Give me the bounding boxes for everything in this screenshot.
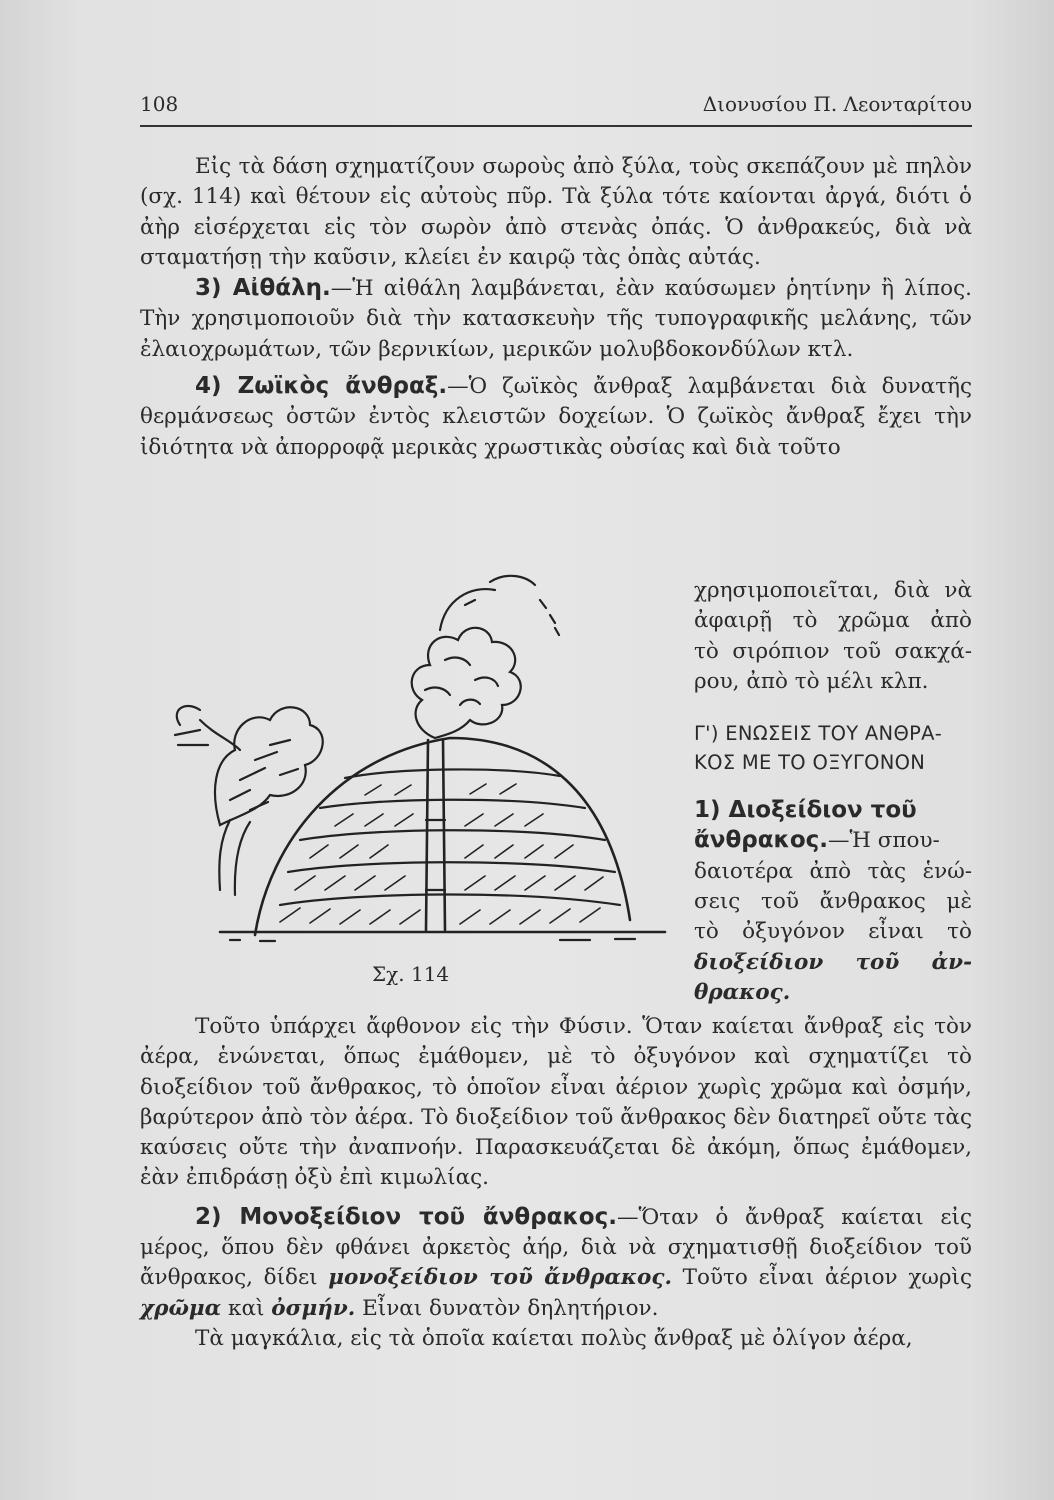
page-number: 108 — [140, 92, 179, 116]
smoke-drawing — [412, 576, 559, 738]
co2-italic-line: θρακος. — [694, 979, 791, 1005]
figure-caption: Σχ. 114 — [372, 962, 450, 986]
paragraph-braziers: Τὰ μαγκάλια, εἰς τὰ ὁποῖα καίεται πολὺς ἄνθραξ μὲ ὀλίγον ἀέρα, — [195, 1325, 913, 1351]
side-line: ρου, ἀπὸ τὸ μέλι κλπ. — [694, 668, 929, 694]
paragraph-soot — [140, 273, 972, 365]
heading-co2-b: ἄνθρακος. — [694, 827, 829, 854]
animal-charcoal-text: —Ὁ ζωϊκὸς ἄνθραξ λαμβάνεται διὰ δυνατῆς θερμάνσεως ὀστῶν ἐντὸς κλειστῶν δοχείων. Ὁ ζωϊκὸς ἄνθραξ ἔχει τὴν ἰδιότητα νὰ ἀπορροφᾷ μερικὰς χρωστικὰς οὐσίας καὶ διὰ τοῦτο — [140, 374, 973, 460]
heading-animal-charcoal: 4) Ζωϊκὸς ἄνθραξ. — [195, 373, 448, 400]
side-line: χρησιμοποιεῖται, διὰ νὰ — [694, 578, 972, 603]
soot-text: —Ἡ αἰθάλη λαμβάνεται, ἐὰν καύσωμεν ῥητίνην ἢ λίπος. Τὴν χρησιμοποιοῦν διὰ τὴν κατασκευὴν τῆς τυπογραφικῆς μελάνης, τῶν ἐλαιοχρωμάτων, τῶν βερνικίων, μερικῶν μολυβδοκονδύλων κτλ. — [140, 276, 972, 362]
section-title-line: ΚΟΣ ΜΕ ΤΟ ΟΞΥΓΟΝΟΝ — [694, 751, 926, 775]
header-rule — [140, 125, 972, 127]
heading-co: 2) Μονοξείδιον τοῦ ἄνθρακος. — [195, 1203, 617, 1230]
side-line: ἀφαιρῇ τὸ χρῶμα ἀπὸ — [694, 608, 972, 634]
paragraph-animal-charcoal — [140, 371, 972, 463]
co2-line: τὸ ὀξυγόνον εἶναι τὸ — [694, 919, 972, 945]
tree-drawing — [175, 706, 323, 895]
section-title — [694, 719, 972, 777]
co2-line: δαιοτέρα ἀπὸ τὰς ἑνώ- — [694, 858, 972, 884]
heading-co2-a: 1) Διοξείδιον τοῦ — [694, 797, 917, 824]
co2-italic-line: διοξείδιον τοῦ ἀν- — [694, 949, 972, 975]
upper-text-block — [140, 152, 972, 463]
side-column — [694, 576, 972, 1008]
co-italic: χρῶμα — [140, 1295, 222, 1321]
co-italic: μονοξείδιον τοῦ ἄνθρακος. — [328, 1265, 672, 1291]
co-text: Εἶναι δυνατὸν δηλητήριον. — [355, 1295, 659, 1321]
co-text: Τοῦτο εἶναι ἀέριον χωρὶς — [671, 1265, 973, 1291]
heading-soot: 3) Αἰθάλη. — [195, 275, 331, 302]
lower-text-block — [140, 1012, 972, 1354]
co-text: —Ὅταν ὁ ἄνθραξ καίεται εἰς μέρος, ὅπου δὲν φθάνει ἀρκετὸς ἀήρ, διὰ νὰ σχηματισθῇ διοξείδιον τοῦ ἄνθρακος, δίδει — [140, 1204, 973, 1291]
running-header-author: Διονυσίου Π. Λεονταρίτου — [702, 92, 972, 116]
paragraph-co2-nature: Τοῦτο ὑπάρχει ἄφθονον εἰς τὴν Φύσιν. Ὅταν καίεται ἄνθραξ εἰς τὸν ἀέρα, ἑνώνεται, ὅπως ἐμάθομεν, μὲ τὸ ὀξυγόνον καὶ σχηματίζει τὸ διοξείδιον τοῦ ἄνθρακος, τὸ ὁποῖον εἶναι ἀέριον χωρὶς χρῶμα καὶ ὀσμήν, βαρύτερον ἀπὸ τὸν ἀέρα. Τὸ διοξείδιον τοῦ ἄνθρακος δὲν διατηρεῖ οὔτε τὰς καύσεις οὔτε τὴν ἀναπνοήν. Παρασκευάζεται δὲ ἀκόμη, ὅπως ἐμάθομεν, ἐὰν ἐπιδράσῃ ὀξὺ ἐπὶ κιμωλίας. — [140, 1014, 972, 1191]
co2-text: —Ἡ σπου- — [828, 828, 940, 854]
charcoal-kiln-illustration — [160, 560, 680, 1000]
co-text: καὶ — [221, 1295, 265, 1321]
side-line: τὸ σιρόπιον τοῦ σακχά- — [694, 638, 972, 664]
section-title-line: Γ') ΕΝΩΣΕΙΣ ΤΟΥ ΑΝΘΡΑ- — [694, 722, 943, 746]
co2-line-1 — [694, 825, 972, 856]
co-italic: ὀσμήν. — [271, 1295, 356, 1321]
paragraph-charcoal-piles: Εἰς τὰ δάση σχηματίζουν σωροὺς ἀπὸ ξύλα, τοὺς σκεπάζουν μὲ πηλὸν (σχ. 114) καὶ θέτουν εἰς αὐτοὺς πῦρ. Τὰ ξύλα τότε καίονται ἀργά, διότι ὁ ἀὴρ εἰσέρχεται εἰς τὸν σωρὸν ἀπὸ στενὰς ὀπάς. Ὁ ἀνθρακεύς, διὰ νὰ σταματήσῃ τὴν καῦσιν, κλείει ἐν καιρῷ τὰς ὀπὰς αὐτάς. — [140, 154, 972, 270]
co2-line: σεις τοῦ ἄνθρακος μὲ — [694, 889, 972, 915]
paragraph-co — [140, 1202, 972, 1324]
